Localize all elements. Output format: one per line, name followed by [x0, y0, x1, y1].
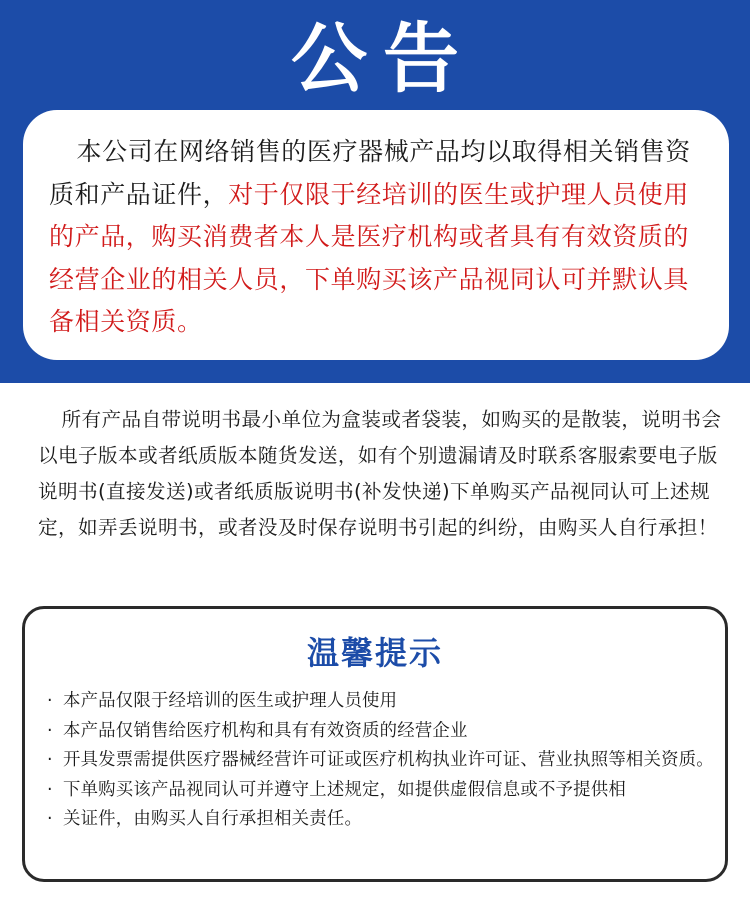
tip-item	[47, 717, 717, 747]
manual-instructions-text: 所有产品自带说明书最小单位为盒装或者袋装，如购买的是散装，说明书会以电子版本或者纸质版本随货发送，如有个别遗漏请及时联系客服索要电子版说明书(直接发送)或者纸质版说明书(补发快递)下单购买产品视同认可上述规定，如弄丢说明书，或者没及时保存说明书引起的纠纷，由购买人自行承担！	[38, 408, 722, 539]
notice-text	[49, 131, 713, 344]
warm-tips-box	[22, 606, 728, 882]
tip-item-text: 本产品仅限于经培训的医生或护理人员使用	[63, 691, 398, 711]
warm-tips-list	[47, 687, 717, 835]
notice-banner	[0, 0, 750, 383]
bullet-icon: ·	[47, 691, 53, 711]
tip-item	[47, 776, 717, 806]
tip-item	[47, 687, 717, 717]
bullet-icon: ·	[47, 779, 53, 800]
notice-text-normal: 本公司在网络销售的医疗器械产品均以取得相关销售资质和产品证件，	[49, 137, 691, 209]
tip-item-text: 关证件，由购买人自行承担相关责任。	[63, 809, 363, 829]
bullet-icon: ·	[47, 720, 53, 741]
warm-tips-title: 温馨提示	[306, 634, 443, 672]
notice-text-warning: 对于仅限于经培训的医生或护理人员使用的产品，购买消费者本人是医疗机构或者具有有效资质的经营企业的相关人员，下单购买该产品视同认可并默认具备相关资质。	[49, 179, 690, 336]
tip-item-text: 开具发票需提供医疗器械经营许可证或医疗机构执业许可证、营业执照等相关资质。	[63, 750, 714, 770]
notice-card	[23, 110, 729, 360]
tip-item	[47, 746, 717, 776]
bullet-icon: ·	[47, 809, 53, 829]
notice-title: 公告	[291, 14, 475, 103]
tip-item-text: 本产品仅销售给医疗机构和具有有效资质的经营企业	[63, 720, 468, 741]
bullet-icon: ·	[47, 750, 53, 770]
tip-item	[47, 805, 717, 835]
tip-item-text: 下单购买该产品视同认可并遵守上述规定，如提供虚假信息或不予提供相	[63, 779, 626, 800]
